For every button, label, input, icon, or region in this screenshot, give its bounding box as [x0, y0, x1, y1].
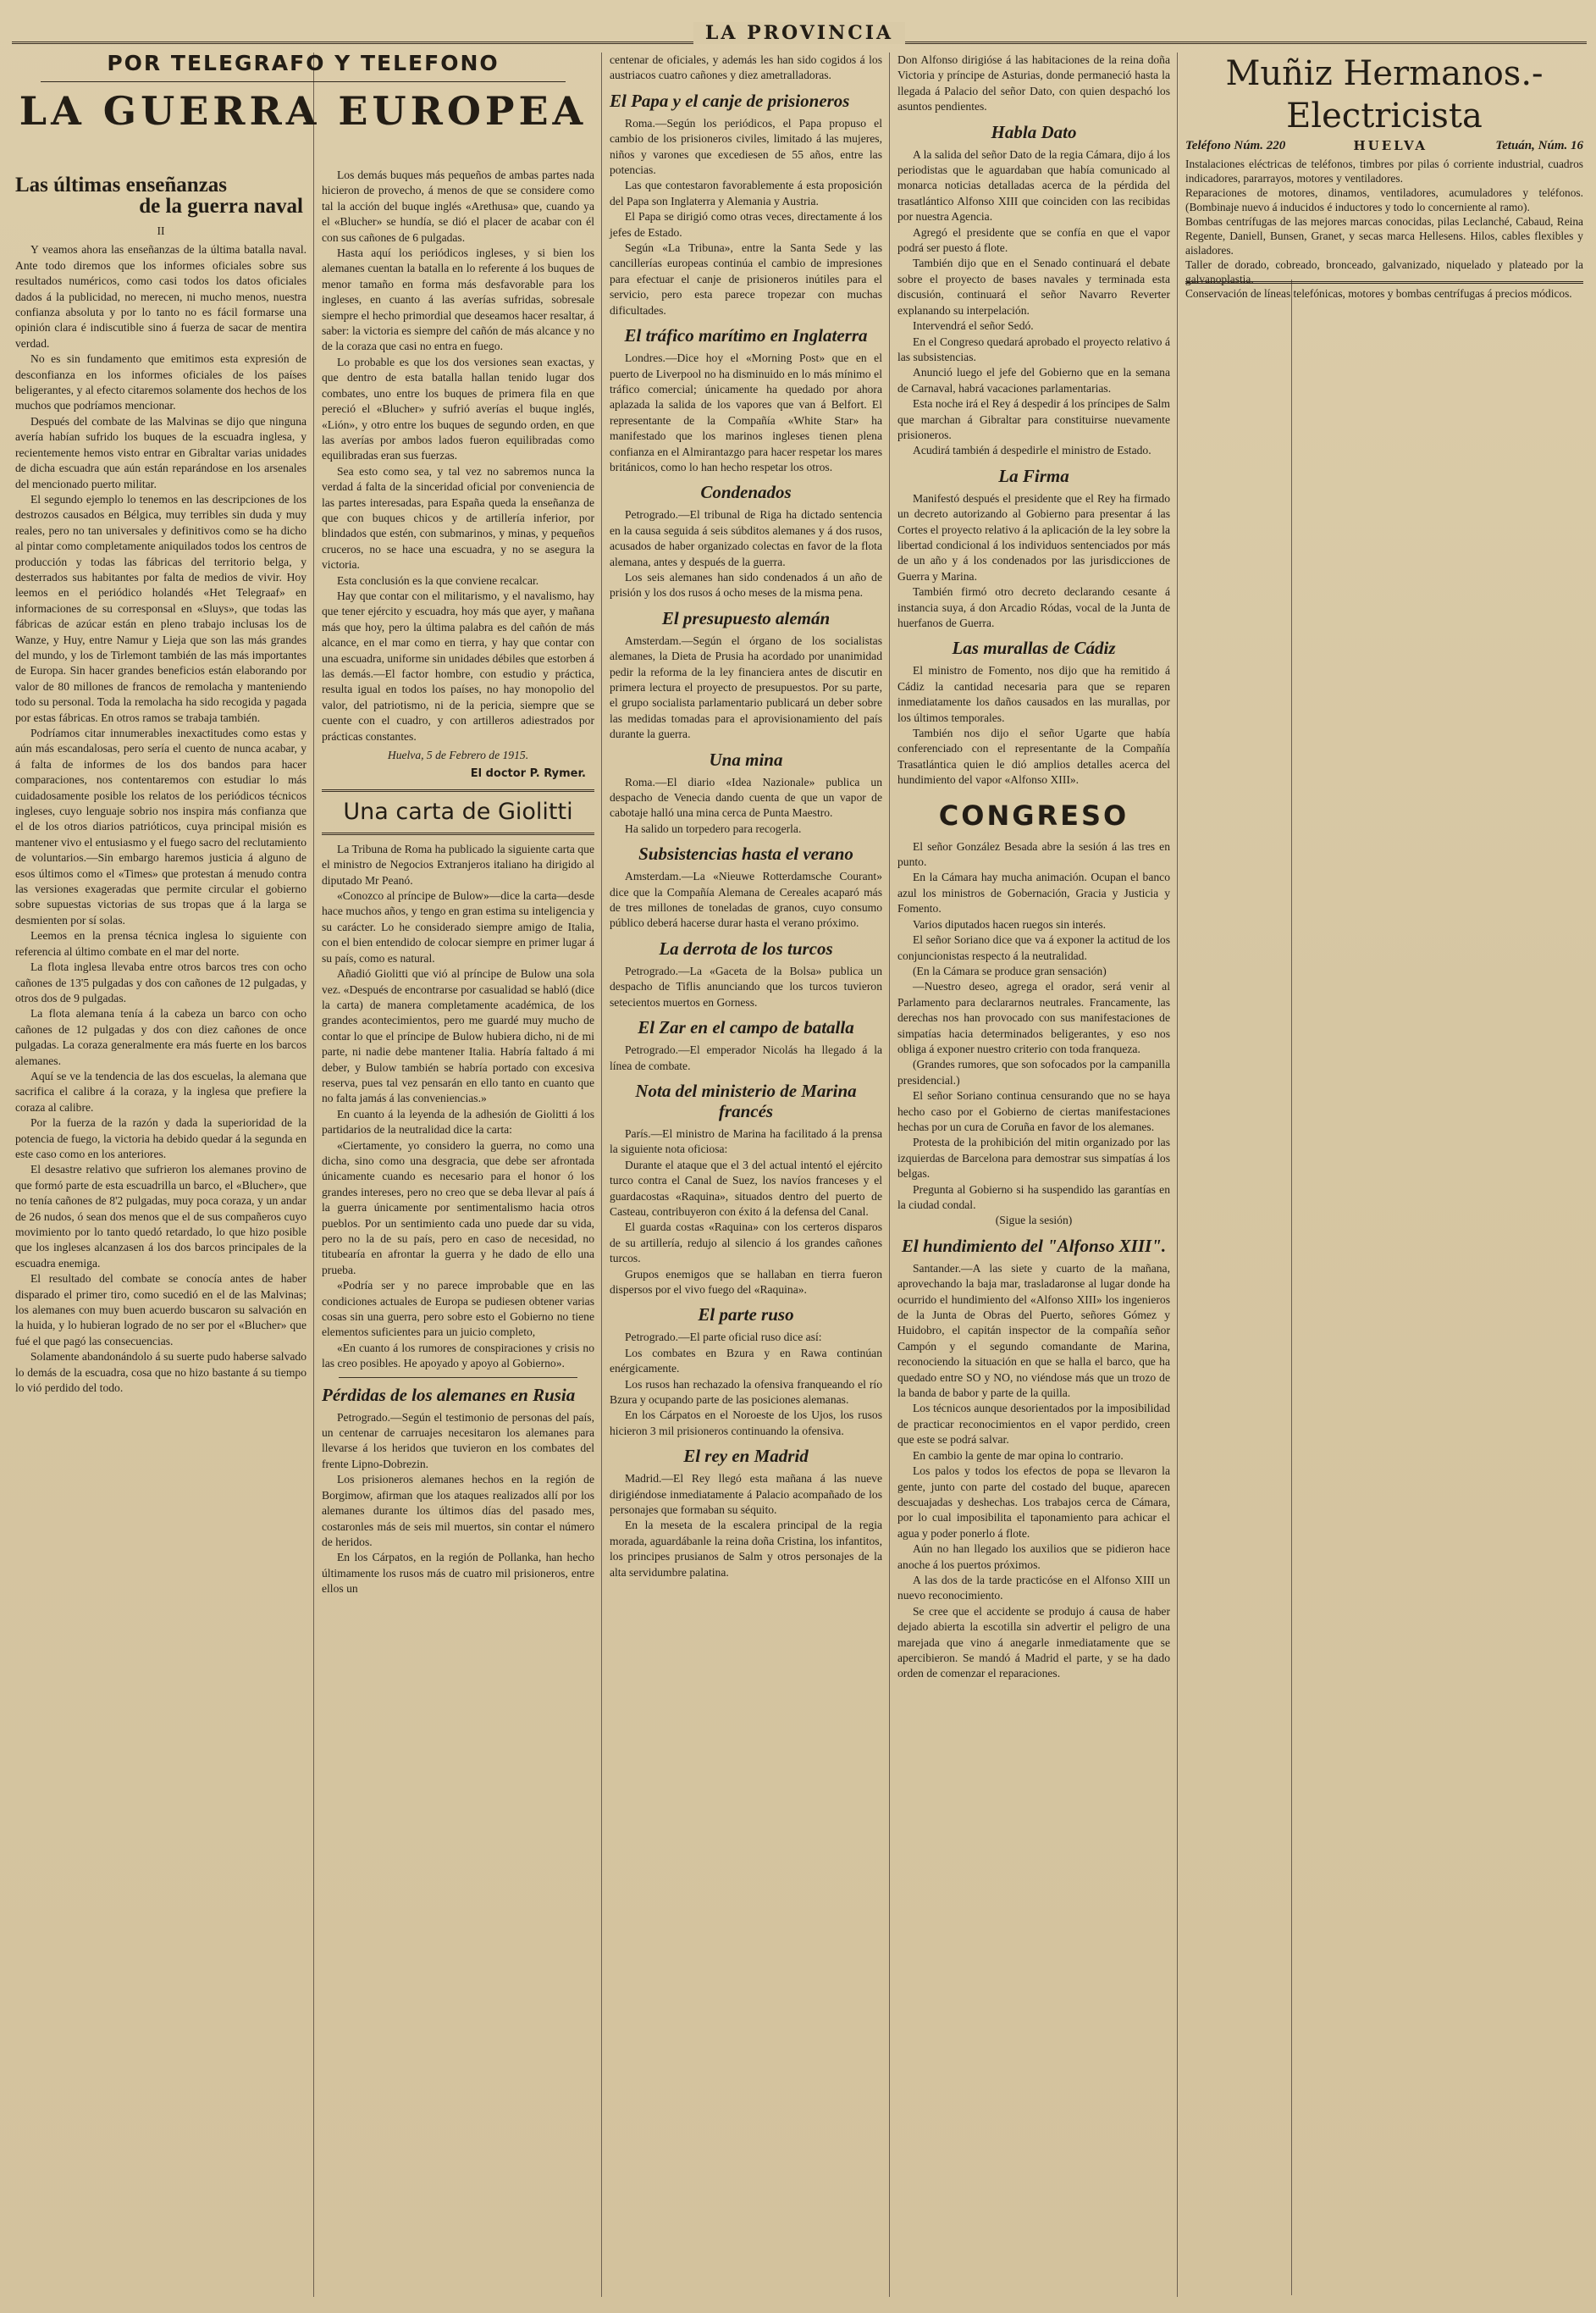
dateline: Huelva, 5 de Febrero de 1915. — [387, 749, 529, 762]
paragraph: Petrogrado.—La «Gaceta de la Bolsa» publica un despacho de Tiflis anunciando que los turcos tuvieron setecientos muertos en Gorness. — [610, 964, 882, 1009]
paragraph: La Tribuna de Roma ha publicado la siguiente carta que el ministro de Negocios Extranjeros italiano ha dirigido al diputado Mr Peanó. — [322, 842, 594, 887]
column-rule — [601, 53, 602, 2297]
headline-guerra-europea: LA GUERRA EUROPEA — [19, 88, 588, 134]
paragraph: Don Alfonso dirigióse á las habitaciones de la reina doña Victoria y príncipe de Asturias, donde permaneció hasta la llegada á Palacio del señor Dato, con quien despachó los asuntos pendientes. — [897, 53, 1170, 113]
paragraph: Agregó el presidente que se confía en que el vapor podrá ser puesto á flote. — [897, 225, 1170, 255]
paragraph: En la meseta de la escalera principal de la regia morada, aguardábanle la reina doña Cristina, los infantitos, los principes prusianos de Salm y otros personajes de la alta servidumbre palatina. — [610, 1519, 882, 1579]
paragraph: Los demás buques más pequeños de ambas partes nada hicieron de provecho, á menos de que se considere como tal la acción del buque inglés «Arethusa» que, cuando ya el «Blucher» se hundía, se dió el placer de acabar con él con sus cañones de 6 pulgadas. — [322, 169, 594, 244]
signature: El doctor P. Rymer. — [470, 767, 586, 781]
paragraph: El guarda costas «Raquina» con los certeros disparos de su artillería, redujo al silencio á los grandes cañones turcos. — [610, 1220, 882, 1265]
article-title-trafico: El tráfico marítimo en Inglaterra — [624, 325, 868, 346]
section-title-congreso: CONGRESO — [938, 799, 1129, 832]
paragraph: El señor González Besada abre la sesión á las tres en punto. — [897, 839, 1170, 869]
paragraph: Se cree que el accidente se produjo á causa de haber dejado abierta la escotilla sin advertir el peligro de una marejada que vino á anegarle inmediatamente que se apercibieron. Se mandó á Madrid el parte, y se ha dado orden de comenzar el reparaciones. — [897, 1604, 1170, 1680]
paragraph: Los rusos han rechazado la ofensiva franqueando el río Bzura y ocupando parte de las posiciones alemanas. — [610, 1377, 882, 1406]
article-title-giolitti: Una carta de Giolitti — [343, 798, 573, 825]
paragraph: «Ciertamente, yo considero la guerra, no como una dicha, sino como una desgracia, que debe ser afrontada únicamente cuando es necesario para el honor ó los grandes intereses, pero no creo que se deba llevar al país á la guerra únicamente por sentimentalismo hacia otros pueblos. Por un sentimiento cada uno puede dar su vida, pero no la de su país, pero en caso de necesidad, no titubearía en afrontar la guerra y he dado de ello una prueba. — [322, 1138, 594, 1276]
paragraph: Acudirá también á despedirle el ministro de Estado. — [913, 444, 1151, 457]
paragraph: Madrid.—El Rey llegó esta mañana á las nueve dirigiéndose inmediatamente á Palacio acompañado de los personajes que formaban su séquito. — [610, 1472, 882, 1517]
article-title-habla-dato: Habla Dato — [991, 121, 1077, 142]
paragraph: Amsterdam.—Según el órgano de los socialistas alemanes, la Dieta de Prusia ha acordado por unanimidad pedir la reforma de la ley financiera antes de discutir en primera lectura el proyecto de presupuestos. Por su parte, el grupo socialista parlamentario publicará un deber sobre las medidas tomadas para el aprovisionamiento del país durante la guerra. — [610, 634, 882, 741]
paragraph: Los combates en Bzura y en Rawa continúan enérgicamente. — [610, 1346, 882, 1375]
ad-muniz-line: Conservación de líneas telefónicas, motores y bombas centrífugas á precios módicos. — [1185, 287, 1572, 300]
paragraph: Según «La Tribuna», entre la Santa Sede y las cancillerías europeas continúa el cambio de impresiones para efectuar el canje de prisioneros inútiles para el servicio, pero esta parece tropezar con muchas dificultades. — [610, 241, 882, 317]
paragraph: También dijo que en el Senado continuará el debate sobre el proyecto de bases navales y terminada esta discusión, continuará el señor Navarro Reverter explanando su interpelación. — [897, 257, 1170, 317]
paragraph: (Grandes rumores, que son sofocados por la campanilla presidencial.) — [897, 1058, 1170, 1087]
paragraph: En la Cámara hay mucha animación. Ocupan el banco azul los ministros de Gobernación, Gracia y Justicia y Fomento. — [897, 871, 1170, 916]
article-title-perdidas: Pérdidas de los alemanes en Rusia — [322, 1384, 576, 1405]
paragraph: Después del combate de las Malvinas se dijo que ninguna avería habían sufrido los buques de la escuadra inglesa, y recientemente hemos visto entrar en Gibraltar varias unidades de dicha escuadra que aún están reparándose en los arsenales del mencionado puerto militar. — [15, 414, 306, 490]
paragraph: A las dos de la tarde practicóse en el Alfonso XIII un nuevo reconocimiento. — [897, 1573, 1170, 1602]
paragraph: El señor Soriano dice que va á exponer la actitud de los conjuncionistas respecto á la neutralidad. — [897, 933, 1170, 962]
paragraph: Varios diputados hacen ruegos sin interés. — [913, 917, 1107, 931]
column-2 — [322, 168, 594, 2294]
paragraph: También firmó otro decreto declarando cesante á instancia suya, á don Arcadio Ródas, vocal de la Junta de huerfanos de Guerra. — [897, 585, 1170, 629]
paragraph: Por la fuerza de la razón y dada la superioridad de la potencia de fuego, la victoria ha debido quedar á la segunda en este caso como en los anteriores. — [15, 1116, 306, 1160]
paragraph: Sea esto como sea, y tal vez no sabremos nunca la verdad á falta de la sinceridad oficial por conveniencia de las partes interesadas, para España queda la enseñanza de que con buques chicos y de artillería inferior, por blindados que estén, con submarinos, y minas, y pequeños cruceros, no se hace una escuadra, y no se asegura la victoria. — [322, 464, 594, 572]
article-subtitle-guerra-naval: de la guerra naval — [139, 195, 303, 218]
article-title-murallas-cadiz: Las murallas de Cádiz — [952, 638, 1116, 659]
column-rule — [313, 53, 314, 2297]
paragraph: Aún no han llegado los auxilios que se pidieron hace anoche á los puertos próximos. — [897, 1542, 1170, 1571]
article-title-rey-madrid: El rey en Madrid — [683, 1446, 809, 1467]
paragraph: Petrogrado.—El emperador Nicolás ha llegado á la línea de combate. — [610, 1043, 882, 1072]
ad-muniz-hermanos — [1185, 53, 1583, 300]
article-title-ensenanzas: Las últimas enseñanzas — [15, 174, 228, 196]
paragraph: Lo probable es que los dos versiones sean exactas, y que dentro de esta batalla hallan tenido lugar dos combates, uno entre los buques de primera fila en que pereció el «Blucher» y sufrió averías el buque inglés, «Lión», y otro entre los buques de segundo orden, en que las averías por ambos lados fueron equilibradas como equilibradas eran sus fuerzas. — [322, 355, 594, 462]
article-title-firma: La Firma — [998, 465, 1069, 486]
masthead — [12, 19, 1587, 44]
paragraph: Ha salido un torpedero para recogerla. — [625, 822, 802, 835]
paragraph: Santander.—A las siete y cuarto de la mañana, aprovechando la baja mar, trasladaronse al lugar donde ha ocurrido el hundimiento del «Alfonso XIII» los ingenieros de la Junta de Obras del Puerto, señores Gómez y Huidobro, el capitán inspector de la compañía señor Campón y el segundo comandante de Marina, reconociendo la situación en que se halla el barco, que ha quedado entre SO y NO, no viéndose más que un trozo de la banda de babor y parte de la quilla. — [897, 1261, 1170, 1400]
paragraph: Intervendrá el señor Sedó. — [913, 319, 1034, 333]
paragraph: Esta conclusión es la que conviene recalcar. — [337, 573, 539, 587]
column-rule — [1291, 279, 1292, 2295]
paragraph: Durante el ataque que el 3 del actual intentó el ejército turco contra el Canal de Suez, los navíos franceses y el guardacostas «Raquina», situados dentro del puerto de Casteau, contribuyeron con éxito á la defensa del Canal. — [610, 1158, 882, 1218]
kicker-telegrafo: POR TELEGRAFO Y TELEFONO — [107, 51, 500, 75]
article-title-zar: El Zar en el campo de batalla — [638, 1017, 854, 1038]
paragraph: (Sigue la sesión) — [995, 1214, 1073, 1227]
paragraph: La flota alemana tenía á la cabeza un barco con ocho cañones de 12 pulgadas y dos con diez cañones de once pulgadas. La coraza generalmente era más fuerte en los barcos alemanes. — [15, 1007, 306, 1067]
paragraph: El segundo ejemplo lo tenemos en las descripciones de los destrozos causados en Bélgica, muy terribles sin duda y muy reales, pero no tan universales y definitivos como se ha dicho al pintar como completamente aniquilados todos los centros de producción y todas las fábricas del territorio belga, y desterrados sus habitantes por falta de medios de vivir. Hoy leemos en el periódico holandés «Het Telegraaf» en informaciones de su corresponsal en «Sluys», que todas las fábricas de azúcar están en pleno trabajo inclusas los de Wanze, y Huy, entre Namur y Lieja que son las más grandes del mundo, y los de Tirlemont también de las más importantes de Europa. Sin hacer grandes beneficios están elaborando por valor de 80 millones de francos de remolacha y manteniendo todo su personal. Toda la remolacha ha sido recogida y pagada por estas fábricas. En otros ramos se trabaja también. — [15, 492, 306, 724]
paragraph: Y veamos ahora las enseñanzas de la última batalla naval. Ante todo diremos que los informes oficiales sobre sus resultados numéricos, como casi todos los datos oficiales dados á la publicidad, no merecen, ni mucho menos, nuestra confianza absoluta y por lo tanto no es fácil formarse una opinión clara é indiscutible sino á fuerza de sacar de mentira verdad. — [15, 243, 306, 350]
article-title-nota-marina: Nota del ministerio de Marina francés — [635, 1080, 857, 1121]
article-title-presupuesto: El presupuesto alemán — [661, 607, 831, 628]
paragraph: Los prisioneros alemanes hechos en la región de Borgimow, afirman que los ataques realizados allí por los alemanes durante los últimos días del pasado mes, costaronles más de seis mil muertos, sin contar el número de heridos. — [322, 1473, 594, 1548]
paragraph: Protesta de la prohibición del mitin organizado por las izquierdas de Barcelona para demostrar sus simpatías á los belgas. — [897, 1136, 1170, 1181]
paragraph: «Conozco al príncipe de Bulow»—dice la carta—desde hace muchos años, y tengo en gran estima su inteligencia y su carácter. Lo he considerado siempre amigo de Italia, con el bien entendido de colocar siempre en primer lugar á su país, como es natural. — [322, 889, 594, 965]
ad-muniz-title: Muñiz Hermanos.-Electricista — [1225, 54, 1544, 136]
paragraph: El Papa se dirigió como otras veces, directamente á los jefes de Estado. — [610, 210, 882, 239]
paragraph: El señor Soriano continua censurando que no se haya hecho caso por el Gobierno de ciertas manifestaciones hechas por un cura de Coruña en favor de los alemanes. — [897, 1089, 1170, 1133]
column-4 — [897, 53, 1170, 2294]
paragraph: Londres.—Dice hoy el «Morning Post» que en el puerto de Liverpool no ha disminuido en lo más mínimo el tráfico comercial; únicamente ha quedado por ahora aplazada la salida de los vapores que van á Belfort. El representante de la Compañía «White Star» ha manifestado que los marinos ingleses tienen plena confianza en el Almirantazgo para hacer respetar los mares británicos, como lo han hecho respetar los otros. — [610, 351, 882, 473]
paragraph: Hasta aquí los periódicos ingleses, y si bien los alemanes cuentan la batalla en lo referente á los buques de menor tamaño en forma más desfavorable para los ingleses, en cuanto á las averías sufridas, sobresale siempre el hecho primordial que deseamos hacer resaltar, á saber: la victoria es siempre del cañón de más alcance y no de la coraza que casi no entra en fuego. — [322, 246, 594, 353]
column-3 — [610, 53, 882, 2294]
masthead-title: LA PROVINCIA — [693, 22, 905, 44]
paragraph: Solamente abandonándolo á su suerte pudo haberse salvado lo demás de la escuadra, cosa que no hizo bastante á su tiempo lo vió perdido del todo. — [15, 1350, 306, 1395]
paragraph: A la salida del señor Dato de la regia Cámara, dijo á los periodistas que le aguardaban que había comunicado al monarca noticias detalladas acerca de la pérdida del trasatlántico Alfonso XIII que coinciden con las recibidas por nuestra Agencia. — [897, 147, 1170, 224]
paragraph: Pregunta al Gobierno si ha suspendido las garantías en la ciudad condal. — [897, 1182, 1170, 1211]
ad-muniz-address: Tetuán, Núm. 16 — [1495, 139, 1583, 152]
paragraph: Los técnicos aunque desorientados por la imposibilidad de practicar reconocimientos en el vapor perdido, creen que este se podrá salvar. — [897, 1402, 1170, 1447]
paragraph: El desastre relativo que sufrieron los alemanes provino de que formó parte de esta escuadrilla un barco, el «Blucher», que no tenía cañones de 8'2 pulgadas, muy poca coraza, y un andar de 26 nudos, ó sean dos menos que el de sus compañeros cuyo movimiento por lo tanto quedó retardado, lo que hizo posible que los ingleses alcanzasen á los dos barcos principales de la escuadra enemiga. — [15, 1163, 306, 1270]
paragraph: —Nuestro deseo, agrega el orador, será venir al Parlamento para declararnos neutrales. Francamente, las derechas nos han provocado con sus manifestaciones de simpatías hacia determinados beligerantes, y eso nos obliga á exponer nuestro criterio con toda franqueza. — [897, 980, 1170, 1055]
paragraph: Amsterdam.—La «Nieuwe Rotterdamsche Courant» dice que la Compañía Alemana de Cereales acaparó más de tres millones de toneladas de granos, cuyo consumo público deberá hacerse durar hasta el verano próximo. — [610, 870, 882, 930]
paragraph: Las que contestaron favorablemente á esta proposición del Papa son Inglaterra y Alemania y Austria. — [610, 179, 882, 208]
column-1 — [15, 168, 306, 2294]
paragraph: Petrogrado.—El parte oficial ruso dice así: — [625, 1331, 822, 1344]
article-title-subsistencias: Subsistencias hasta el verano — [638, 844, 853, 865]
paragraph: El ministro de Fomento, nos dijo que ha remitido á Cádiz la cantidad necesaria para que se reparen inmediatamente los daños causados en las murallas, por los últimos temporales. — [897, 664, 1170, 724]
paragraph: En el Congreso quedará aprobado el proyecto relativo á las subsistencias. — [897, 335, 1170, 363]
paragraph: Manifestó después el presidente que el Rey ha firmado un decreto autorizando al Gobierno para presentar á las Cortes el proyecto relativo á la aplicación de la ley sobre la libertad condicional á los individuos sentenciados por más de un año y á los condenados por las jurisdicciones de Guerra y Marina. — [897, 491, 1170, 583]
paragraph: En los Cárpatos en el Noroeste de los Ujos, los rusos hicieron 3 mil prisioneros continuando la ofensiva. — [610, 1408, 882, 1437]
paragraph: centenar de oficiales, y además les han sido cogidos á los austriacos cuatro cañones y diez ametralladoras. — [610, 53, 882, 82]
section-numeral: II — [157, 224, 165, 237]
paragraph: Petrogrado.—Según el testimonio de personas del país, un centenar de carruajes necesitaron los alemanes para llevarse á los heridos que tuvieron en los combates del frente Lipno-Dobrezin. — [322, 1410, 594, 1470]
paragraph: El resultado del combate se conocía antes de haber disparado el primer tiro, como sucedió en el de las Malvinas; los alemanes con muy buen acuerdo buscaron su salvación en la huida, y lo hubieran logrado de no ser por el «Blucher» que fué el que pagó las consecuencias. — [15, 1272, 306, 1347]
ad-muniz-phone: Teléfono Núm. 220 — [1185, 139, 1286, 152]
article-title-parte-ruso: El parte ruso — [698, 1304, 794, 1325]
paragraph: Los palos y todos los efectos de popa se llevaron la gente, junto con parte del costado del buque, aparecen descuajadas y deshechas. Los trabajos cerca de Cámara, por lo cual imposibilita el taponamiento para achicar el agua y poder ponerlo á flote. — [897, 1464, 1170, 1540]
paragraph: En cambio la gente de mar opina lo contrario. — [913, 1448, 1124, 1462]
ad-muniz-line: Taller de dorado, cobreado, bronceado, galvanizado, niquelado y plateado por la galvanoplastia. — [1185, 258, 1583, 285]
paragraph: «En cuanto á los rumores de conspiraciones y crisis no las creo posibles. He apoyado y apoyo al Gobierno». — [322, 1341, 594, 1370]
paragraph: Podríamos citar innumerables inexactitudes como estas y aún más escandalosas, pero sería el cuento de nunca acabar, y á falta de informes de los dos bandos para hacer comparaciones, nos contentaremos con estudiar lo más cuidadosamente posible los relatos de los periódicos técnicos ingleses, cuyo lenguaje sobrio nos inspira más confianza que el de los otros diarios patrióticos, cuya principal misión es mantener vivo el entusiasmo y el fuego sacro del reclutamiento de voluntarios.—Sin embargo haremos justicia á alguno de esos últimos como el «Times» que protestan á menudo contra las versiones exageradas que permite circular el gobierno sobre supuestas victorias de sus tropas que á la larga se desmienten por sí solas. — [15, 727, 306, 927]
paragraph: Los seis alemanes han sido condenados á un año de prisión y los dos rusos á ocho meses de la misma pena. — [610, 570, 882, 600]
ad-muniz-line: Bombas centrífugas de las mejores marcas conocidas, pilas Leclanché, Cabaud, Reina Regente, Daniell, Bunsen, Granet, y secas marca Hellesens. Hilos, cables flexibles y aisladores. — [1185, 215, 1583, 257]
paragraph: La flota inglesa llevaba entre otros barcos tres con ocho cañones de 13'5 pulgadas y dos con cañones de 12 pulgadas, y otros dos de 9 pulgadas. — [15, 960, 306, 1004]
paragraph: Anunció luego el jefe del Gobierno que en la semana de Carnaval, habrá vacaciones parlamentarias. — [897, 366, 1170, 395]
front-headline-block — [15, 49, 591, 168]
article-title-hundimiento: El hundimiento del "Alfonso XIII". — [901, 1235, 1167, 1256]
ad-muniz-line: Reparaciones de motores, dinamos, ventiladores, acumuladores y teléfonos. (Bombinaje nuevo á inducidos é inductores y todo lo concerniente al ramo). — [1185, 186, 1583, 213]
paragraph: Leemos en la prensa técnica inglesa lo siguiente con referencia al último combate en el mar del norte. — [15, 929, 306, 958]
article-title-derrota: La derrota de los turcos — [659, 938, 833, 959]
article-title-mina: Una mina — [709, 749, 783, 770]
paragraph: «Podría ser y no parece improbable que en las condiciones actuales de Europa se pudiesen obtener varias cosas sin una guerra, pero sobre esto el Gobierno no tiene elementos suficientes para un juicio completo, — [322, 1279, 594, 1339]
paragraph: En cuanto á la leyenda de la adhesión de Giolitti á los partidarios de la neutralidad dice la carta: — [322, 1107, 594, 1137]
paragraph: Aquí se ve la tendencia de las dos escuelas, la alemana que sacrifica el calibre á la coraza, y la inglesa que prefiere la coraza al calibre. — [15, 1069, 306, 1114]
paragraph: También nos dijo el señor Ugarte que había conferenciado con el representante de la Compañía Trasatlántica quien le dió amplios detalles acerca del hundimiento del vapor «Alfonso XIII». — [897, 727, 1170, 787]
paragraph: Esta noche irá el Rey á despedir á los príncipes de Salm que marchan á Gibraltar para constituirse nuevamente prisioneros. — [897, 397, 1170, 441]
paragraph: Grupos enemigos que se hallaban en tierra fueron dispersos por el vivo fuego del «Raquina». — [610, 1267, 882, 1296]
paragraph: En los Cárpatos, en la región de Pollanka, han hecho últimamente los rusos más de cuatro mil prisioneros, entre ellos un — [322, 1551, 594, 1596]
column-rule — [1177, 53, 1178, 2297]
paragraph: Petrogrado.—El tribunal de Riga ha dictado sentencia en la causa seguida á seis súbditos alemanes y á dos rusos, acusados de haber organizado colectas en favor de la flota alemana, antes y después de la guerra. — [610, 508, 882, 568]
ad-muniz-city: HUELVA — [1353, 138, 1428, 153]
paragraph: (En la Cámara se produce gran sensación) — [913, 964, 1107, 977]
column-rule — [889, 53, 890, 2297]
paragraph: No es sin fundamento que emitimos esta expresión de desconfianza en los informes oficiales de los países beligerantes, y al efecto citaremos solamente dos hechos de los muchos que podríamos mencionar. — [15, 352, 306, 412]
paragraph: Añadió Giolitti que vió al príncipe de Bulow una sola vez. «Después de encontrarse por casualidad se habló (dice la carta) de manera completamente académica, de los grandes acontecimientos, pero me guardé muy mucho de contar lo que el príncipe de Bulow hubiera dicho, ni de mi parte, ni nadie debe mantener Italia. Habría faltado á mi deber, y Bulow también se habría portado con excesiva reserva, pues tal vez pensarán en ello tanto en cuanto que no falta jamás á las conveniencias.» — [322, 967, 594, 1105]
paragraph: Hay que contar con el militarismo, y el navalismo, hay que tener ejército y escuadra, hoy más que ayer, y mañana más que hoy, pero la última palabra es del cañón de más alcance, en el mar como en tierra, y hay que contar con una escuadra, uniforme sin unidades débiles que estorben á las demás.—El factor hombre, con estudio y práctica, resulta igual en todos los países, no hay monopolio del valor, del patriotismo, ni de la pericia, siempre que se cuente con el cuadro, y con artilleros adiestrados por prácticas constantes. — [322, 589, 594, 743]
paragraph: Roma.—Según los periódicos, el Papa propuso el cambio de los prisioneros civiles, limitado á las mujeres, niños y varones que excediesen de 55 años, entre las potencias. — [610, 116, 882, 177]
paragraph: Roma.—El diario «Idea Nazionale» publica un despacho de Venecia dando cuenta de que un vapor de cabotaje halló una mina cerca de Punta Maestro. — [610, 775, 882, 820]
article-title-condenados: Condenados — [700, 482, 792, 503]
paragraph: París.—El ministro de Marina ha facilitado á la prensa la siguiente nota oficiosa: — [610, 1126, 882, 1156]
article-title-papa: El Papa y el canje de prisioneros — [610, 90, 850, 111]
ad-muniz-line: Instalaciones eléctricas de teléfonos, timbres por pilas ó corriente industrial, cuadros indicadores, pararrayos, motores y ventiladores. — [1185, 158, 1583, 185]
